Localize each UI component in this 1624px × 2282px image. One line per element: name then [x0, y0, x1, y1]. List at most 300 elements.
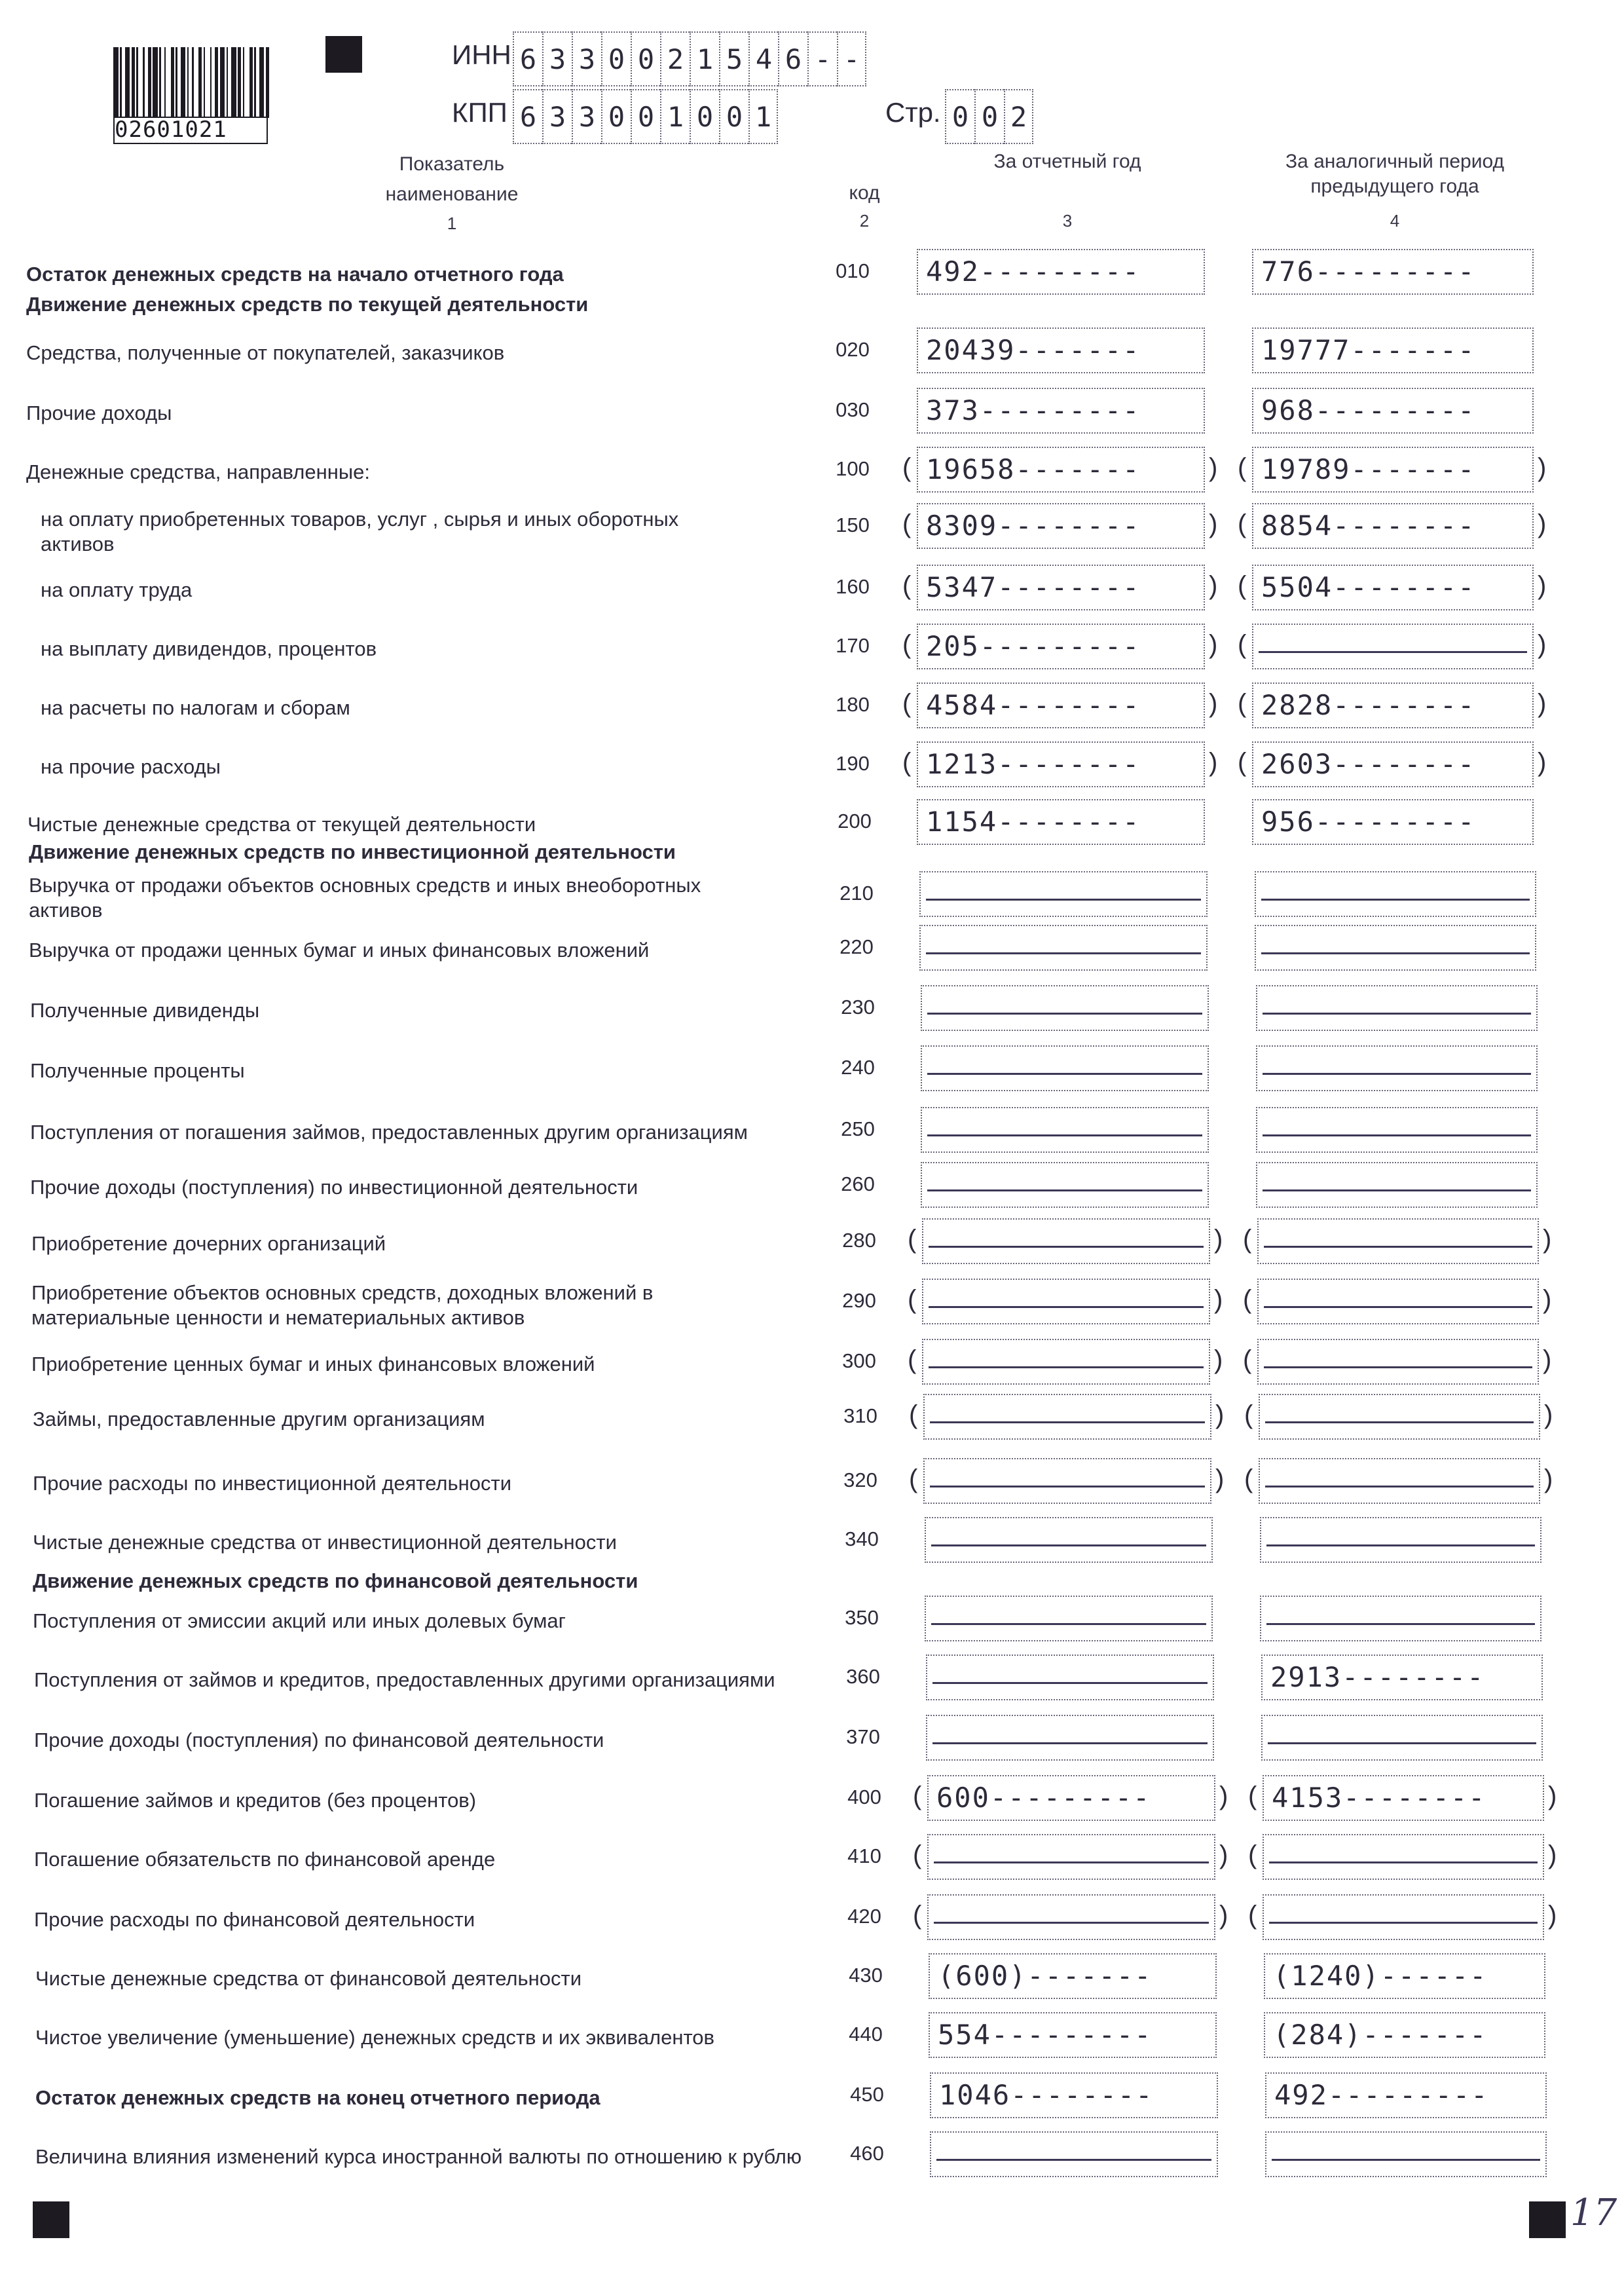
row-code: 430 [849, 1964, 883, 1987]
open-paren: ( [1238, 748, 1247, 777]
close-paren: ) [1538, 748, 1547, 777]
reporting-year-value-field [917, 327, 1205, 373]
open-paren: ( [1248, 1782, 1257, 1810]
col2-number: 2 [859, 211, 870, 231]
previous-year-value: 956--------- [1261, 806, 1476, 838]
kpp-digit: 0 [690, 89, 719, 144]
empty-value-line [936, 2159, 1211, 2161]
row-label-line1: Поступления от эмиссии акций или иных долевых бумаг [33, 1609, 566, 1632]
open-paren: ( [1238, 630, 1247, 659]
reporting-year-value-field [922, 1339, 1210, 1385]
close-paren: ) [1219, 1901, 1228, 1930]
empty-value-line [1268, 1742, 1536, 1744]
page-digit: 0 [974, 89, 1004, 144]
previous-year-value: (284)------- [1273, 2019, 1488, 2051]
previous-year-value: 968--------- [1261, 394, 1476, 426]
row-code: 200 [838, 810, 872, 832]
open-paren: ( [902, 453, 912, 482]
open-paren: ( [902, 748, 912, 777]
empty-value-line [1263, 1073, 1531, 1075]
close-paren: ) [1544, 1400, 1553, 1429]
previous-year-value-field [1252, 503, 1534, 549]
empty-value-line [929, 1246, 1204, 1248]
barcode-number: 02601021 [115, 117, 227, 143]
open-paren: ( [1244, 1400, 1253, 1429]
row-code: 300 [842, 1349, 876, 1372]
col3-number: 3 [1062, 211, 1073, 231]
empty-value-line [1266, 1623, 1535, 1625]
page-label: Стр. [885, 97, 941, 128]
empty-value-line [927, 1189, 1202, 1191]
row-label-180 [41, 696, 350, 720]
previous-year-value-field [1256, 1162, 1538, 1208]
close-paren: ) [1215, 1465, 1225, 1493]
reporting-year-value: 19658------- [926, 453, 1141, 485]
empty-value-line [927, 1013, 1202, 1015]
previous-year-value-field [1252, 249, 1534, 295]
reporting-year-value-field [917, 624, 1205, 669]
empty-value-line [1264, 1246, 1532, 1248]
reporting-year-value-field [922, 1218, 1210, 1264]
empty-value-line [927, 1073, 1202, 1075]
row-label-210 [29, 873, 701, 923]
kpp-digit: 1 [660, 89, 690, 144]
previous-year-value-field [1252, 799, 1534, 845]
inn-digit: - [807, 31, 837, 86]
row-label-line1: Прочие расходы по финансовой деятельности [34, 1908, 475, 1931]
close-paren: ) [1543, 1345, 1552, 1374]
kpp-digit: 0 [601, 89, 631, 144]
inn-digit: - [837, 31, 866, 86]
empty-value-line [926, 899, 1201, 901]
close-paren: ) [1209, 510, 1218, 538]
inn-digit: 3 [572, 31, 601, 86]
previous-year-value: 8854-------- [1261, 510, 1476, 542]
empty-value-line [929, 1366, 1204, 1368]
close-paren: ) [1543, 1285, 1552, 1314]
page-number-field [945, 89, 1033, 144]
inn-digit: 2 [660, 31, 690, 86]
empty-value-line [932, 1742, 1208, 1744]
row-label-290 [31, 1281, 653, 1330]
open-paren: ( [1243, 1285, 1252, 1314]
close-paren: ) [1538, 510, 1547, 538]
row-code: 410 [847, 1844, 881, 1867]
previous-year-value: 776--------- [1261, 255, 1476, 288]
reporting-year-value-field [921, 1107, 1209, 1153]
previous-year-value-field [1257, 1279, 1539, 1324]
previous-year-value-field [1264, 2012, 1545, 2058]
open-paren: ( [913, 1841, 922, 1869]
empty-value-line [1266, 1544, 1535, 1546]
kpp-digit: 3 [572, 89, 601, 144]
kpp-digit: 0 [719, 89, 748, 144]
registration-marker-bottom-right [1529, 2201, 1566, 2238]
empty-value-line [932, 1682, 1208, 1684]
open-paren: ( [902, 689, 912, 718]
row-label-200 [28, 812, 536, 837]
row-label-line1: Денежные средства, направленные: [26, 460, 371, 483]
close-paren: ) [1548, 1841, 1557, 1869]
row-label-line1: Прочие доходы [26, 402, 172, 424]
reporting-year-value-field [925, 1517, 1213, 1563]
previous-year-value: 19777------- [1261, 334, 1476, 366]
row-code: 230 [841, 996, 875, 1019]
row-label-320 [33, 1471, 511, 1496]
row-label-line1: Выручка от продажи объектов основных средств и иных внеоборотных [29, 874, 701, 897]
section-current-activity: Движение денежных средств по текущей деятельности [26, 293, 589, 316]
empty-value-line [1272, 2159, 1540, 2161]
close-paren: ) [1214, 1225, 1223, 1254]
row-code: 450 [850, 2083, 884, 2106]
open-paren: ( [1248, 1841, 1257, 1869]
previous-year-value: (1240)------ [1273, 1960, 1488, 1992]
row-code: 350 [845, 1606, 879, 1629]
previous-year-value-field [1261, 1655, 1543, 1700]
reporting-year-value: 4584-------- [926, 689, 1141, 721]
row-label-240 [30, 1058, 245, 1083]
row-label-line1: Остаток денежных средств на начало отчетного года [26, 263, 564, 286]
row-label-line1: на оплату приобретенных товаров, услуг , сырья и иных оборотных [41, 508, 679, 531]
row-label-340 [33, 1530, 617, 1555]
empty-value-line [1264, 1306, 1532, 1308]
row-code: 400 [847, 1786, 881, 1808]
empty-value-line [930, 1421, 1205, 1423]
reporting-year-value-field [921, 1162, 1209, 1208]
row-label-line1: Прочие доходы (поступления) по финансовой деятельности [34, 1729, 604, 1751]
previous-year-value-field [1256, 1045, 1538, 1091]
close-paren: ) [1538, 571, 1547, 600]
barcode [113, 47, 270, 145]
row-label-line1: Прочие расходы по инвестиционной деятельности [33, 1472, 512, 1495]
empty-value-line [1261, 952, 1530, 954]
row-label-line1: Приобретение дочерних организаций [31, 1232, 386, 1255]
empty-value-line [931, 1623, 1206, 1625]
row-label-line1: Поступления от погашения займов, предоставленных другим организациям [30, 1121, 748, 1144]
page-digit: 2 [1004, 89, 1033, 144]
reporting-year-value-field [926, 1715, 1214, 1761]
previous-year-value-field [1255, 925, 1536, 971]
previous-year-value-field [1252, 388, 1534, 434]
close-paren: ) [1214, 1345, 1223, 1374]
previous-year-value-field [1264, 1953, 1545, 1999]
reporting-year-value-field [927, 1775, 1215, 1821]
reporting-year-value-field [921, 1045, 1209, 1091]
reporting-year-value: 600--------- [936, 1782, 1151, 1814]
previous-year-value-field [1252, 683, 1534, 728]
col4-title-line1: За аналогичный период [1285, 151, 1505, 172]
close-paren: ) [1209, 748, 1218, 777]
empty-value-line [1259, 651, 1527, 653]
page-digit: 0 [945, 89, 974, 144]
reporting-year-value-field [926, 1655, 1214, 1700]
row-label-line1: на выплату дивидендов, процентов [41, 637, 377, 660]
close-paren: ) [1215, 1400, 1225, 1429]
reporting-year-value-field [930, 2131, 1218, 2177]
empty-value-line [929, 1306, 1204, 1308]
row-code: 180 [836, 693, 870, 716]
reporting-year-value: 205--------- [926, 630, 1141, 662]
row-label-line1: Чистые денежные средства от текущей деятельности [28, 813, 536, 836]
barcode-bars [113, 47, 270, 118]
empty-value-line [1263, 1189, 1531, 1191]
row-code: 250 [841, 1117, 875, 1140]
row-label-250 [30, 1120, 748, 1145]
row-label-400 [34, 1788, 476, 1813]
open-paren: ( [1238, 689, 1247, 718]
previous-year-value-field [1257, 1339, 1539, 1385]
empty-value-line [1263, 1013, 1531, 1015]
reporting-year-value-field [930, 2072, 1218, 2118]
previous-year-value-field [1260, 1596, 1541, 1641]
row-label-030 [26, 401, 172, 426]
previous-year-value-field [1259, 1394, 1540, 1440]
open-paren: ( [908, 1285, 917, 1314]
row-label-300 [31, 1352, 595, 1377]
row-code: 460 [850, 2142, 884, 2165]
close-paren: ) [1209, 689, 1218, 718]
row-label-line1: Чистые денежные средства от финансовой деятельности [35, 1967, 582, 1990]
inn-digit: 0 [631, 31, 660, 86]
kpp-field [513, 89, 778, 144]
kpp-digit: 1 [748, 89, 778, 144]
row-label-420 [34, 1907, 475, 1932]
row-code: 320 [843, 1468, 877, 1491]
handwritten-page-number: 17 [1570, 2192, 1617, 2234]
close-paren: ) [1214, 1285, 1223, 1314]
row-label-410 [34, 1847, 495, 1872]
row-label-line1: Величина влияния изменений курса иностранной валюты по отношению к рублю [35, 2145, 802, 2168]
open-paren: ( [913, 1782, 922, 1810]
empty-value-line [1263, 1134, 1531, 1136]
reporting-year-value-field [917, 741, 1205, 787]
row-label-line1: Чистое увеличение (уменьшение) денежных средств и их эквивалентов [35, 2026, 715, 2049]
close-paren: ) [1548, 1782, 1557, 1810]
row-label-line2: активов [41, 533, 115, 555]
open-paren: ( [902, 571, 912, 600]
row-code: 190 [836, 752, 870, 775]
empty-value-line [1265, 1421, 1534, 1423]
empty-value-line [931, 1544, 1206, 1546]
previous-year-value-field [1255, 871, 1536, 917]
reporting-year-value: 5347-------- [926, 571, 1141, 603]
reporting-year-value-field [922, 1279, 1210, 1324]
reporting-year-value-field [917, 799, 1205, 845]
empty-value-line [1269, 1861, 1538, 1863]
row-code: 260 [841, 1172, 875, 1195]
open-paren: ( [909, 1400, 918, 1429]
row-code: 420 [847, 1905, 881, 1928]
row-label-line1: Полученные дивиденды [30, 999, 260, 1022]
row-label-line1: на расчеты по налогам и сборам [41, 696, 350, 719]
previous-year-value: 2913-------- [1270, 1661, 1485, 1693]
empty-value-line [930, 1486, 1205, 1487]
row-code: 020 [836, 338, 870, 361]
inn-field [513, 31, 866, 86]
row-label-010 [26, 262, 564, 287]
kpp-digit: 6 [513, 89, 542, 144]
registration-marker-top [325, 36, 362, 73]
row-label-440 [35, 2025, 714, 2050]
kpp-label: КПП [452, 97, 507, 128]
inn-digit: 1 [690, 31, 719, 86]
inn-digit: 6 [513, 31, 542, 86]
close-paren: ) [1543, 1225, 1552, 1254]
kpp-digit: 0 [631, 89, 660, 144]
empty-value-line [934, 1922, 1209, 1924]
previous-year-value-field [1256, 1107, 1538, 1153]
row-label-line1: Средства, полученные от покупателей, заказчиков [26, 341, 505, 364]
reporting-year-value: (600)------- [938, 1960, 1153, 1992]
col2-title: код [849, 182, 880, 204]
open-paren: ( [1244, 1465, 1253, 1493]
row-label-line1: Выручка от продажи ценных бумаг и иных финансовых вложений [29, 939, 650, 962]
open-paren: ( [1243, 1345, 1252, 1374]
previous-year-value-field [1252, 624, 1534, 669]
inn-label: ИНН [452, 39, 511, 70]
previous-year-value-field [1263, 1894, 1544, 1940]
previous-year-value: 2603-------- [1261, 748, 1476, 780]
col4-title-line2: предыдущего года [1310, 176, 1479, 197]
previous-year-value-field [1252, 447, 1534, 493]
previous-year-value-field [1263, 1834, 1544, 1880]
inn-digit: 6 [778, 31, 807, 86]
row-label-370 [34, 1728, 604, 1753]
open-paren: ( [909, 1465, 918, 1493]
row-code: 030 [836, 398, 870, 421]
row-label-230 [30, 998, 259, 1023]
empty-value-line [1269, 1922, 1538, 1924]
row-label-line1: Погашение займов и кредитов (без процентов) [34, 1789, 477, 1812]
row-code: 440 [849, 2023, 883, 2046]
open-paren: ( [1238, 453, 1247, 482]
previous-year-value-field [1256, 985, 1538, 1031]
inn-digit: 3 [542, 31, 572, 86]
previous-year-value-field [1252, 741, 1534, 787]
row-label-line1: Полученные проценты [30, 1059, 245, 1082]
reporting-year-value: 1046-------- [939, 2079, 1154, 2111]
row-label-220 [29, 938, 649, 963]
row-label-310 [33, 1407, 485, 1432]
row-label-460 [35, 2144, 802, 2169]
row-code: 100 [836, 457, 870, 480]
previous-year-value-field [1252, 327, 1534, 373]
inn-digit: 0 [601, 31, 631, 86]
reporting-year-value-field [927, 1834, 1215, 1880]
row-code: 150 [836, 514, 870, 536]
previous-year-value: 19789------- [1261, 453, 1476, 485]
reporting-year-value-field [929, 2012, 1217, 2058]
close-paren: ) [1209, 453, 1218, 482]
col1-subtitle: наименование [385, 183, 519, 205]
col3-title: За отчетный год [993, 151, 1141, 172]
row-label-line2: активов [29, 899, 103, 922]
reporting-year-value-field [917, 249, 1205, 295]
row-code: 010 [836, 259, 870, 282]
previous-year-value-field [1261, 1715, 1543, 1761]
reporting-year-value-field [925, 1596, 1213, 1641]
row-label-line1: Приобретение ценных бумаг и иных финансовых вложений [31, 1353, 595, 1375]
row-code: 290 [842, 1289, 876, 1312]
previous-year-value: 492--------- [1274, 2079, 1489, 2111]
row-label-150 [41, 507, 678, 557]
row-label-170 [41, 637, 377, 662]
row-code: 370 [846, 1725, 880, 1748]
reporting-year-value-field [923, 1458, 1211, 1504]
row-label-430 [35, 1966, 581, 1991]
reporting-year-value-field [917, 388, 1205, 434]
close-paren: ) [1548, 1901, 1557, 1930]
previous-year-value: 5504-------- [1261, 571, 1476, 603]
previous-year-value-field [1257, 1218, 1539, 1264]
row-label-160 [41, 578, 192, 603]
row-code: 210 [840, 882, 874, 905]
reporting-year-value: 8309-------- [926, 510, 1141, 542]
row-code: 220 [840, 935, 874, 958]
row-code: 240 [841, 1056, 875, 1079]
reporting-year-value-field [919, 925, 1208, 971]
previous-year-value-field [1265, 2131, 1547, 2177]
row-label-260 [30, 1175, 638, 1200]
reporting-year-value: 1213-------- [926, 748, 1141, 780]
close-paren: ) [1209, 571, 1218, 600]
open-paren: ( [908, 1225, 917, 1254]
row-code: 360 [846, 1665, 880, 1688]
col1-title: Показатель [399, 153, 505, 175]
reporting-year-value: 20439------- [926, 334, 1141, 366]
previous-year-value: 2828-------- [1261, 689, 1476, 721]
row-code: 170 [836, 634, 870, 657]
section-financing-activity: Движение денежных средств по финансовой деятельности [33, 1569, 638, 1592]
col1-number: 1 [447, 214, 457, 233]
reporting-year-value-field [923, 1394, 1211, 1440]
reporting-year-value-field [917, 503, 1205, 549]
col4-number: 4 [1390, 211, 1400, 231]
row-label-280 [31, 1231, 386, 1256]
row-label-line1: на оплату труда [41, 578, 193, 601]
reporting-year-value-field [917, 565, 1205, 610]
open-paren: ( [1243, 1225, 1252, 1254]
row-label-line1: на прочие расходы [41, 755, 221, 778]
row-label-190 [41, 755, 221, 779]
row-label-350 [33, 1609, 566, 1634]
open-paren: ( [1248, 1901, 1257, 1930]
row-label-line1: Остаток денежных средств на конец отчетного периода [35, 2086, 600, 2109]
close-paren: ) [1538, 630, 1547, 659]
previous-year-value-field [1265, 2072, 1547, 2118]
section-investing-activity: Движение денежных средств по инвестиционной деятельности [29, 840, 676, 863]
inn-digit: 4 [748, 31, 778, 86]
open-paren: ( [913, 1901, 922, 1930]
previous-year-value-field [1259, 1458, 1540, 1504]
previous-year-value-field [1263, 1775, 1544, 1821]
reporting-year-value: 1154-------- [926, 806, 1141, 838]
empty-value-line [934, 1861, 1209, 1863]
inn-digit: 5 [719, 31, 748, 86]
empty-value-line [1265, 1486, 1534, 1487]
previous-year-value: 4153-------- [1272, 1782, 1486, 1814]
open-paren: ( [902, 510, 912, 538]
previous-year-value-field [1260, 1517, 1541, 1563]
reporting-year-value-field [919, 871, 1208, 917]
kpp-digit: 3 [542, 89, 572, 144]
row-label-020 [26, 341, 504, 365]
empty-value-line [926, 952, 1201, 954]
row-label-line1: Займы, предоставленные другим организациям [33, 1408, 485, 1431]
open-paren: ( [1238, 571, 1247, 600]
close-paren: ) [1538, 453, 1547, 482]
previous-year-value-field [1252, 565, 1534, 610]
